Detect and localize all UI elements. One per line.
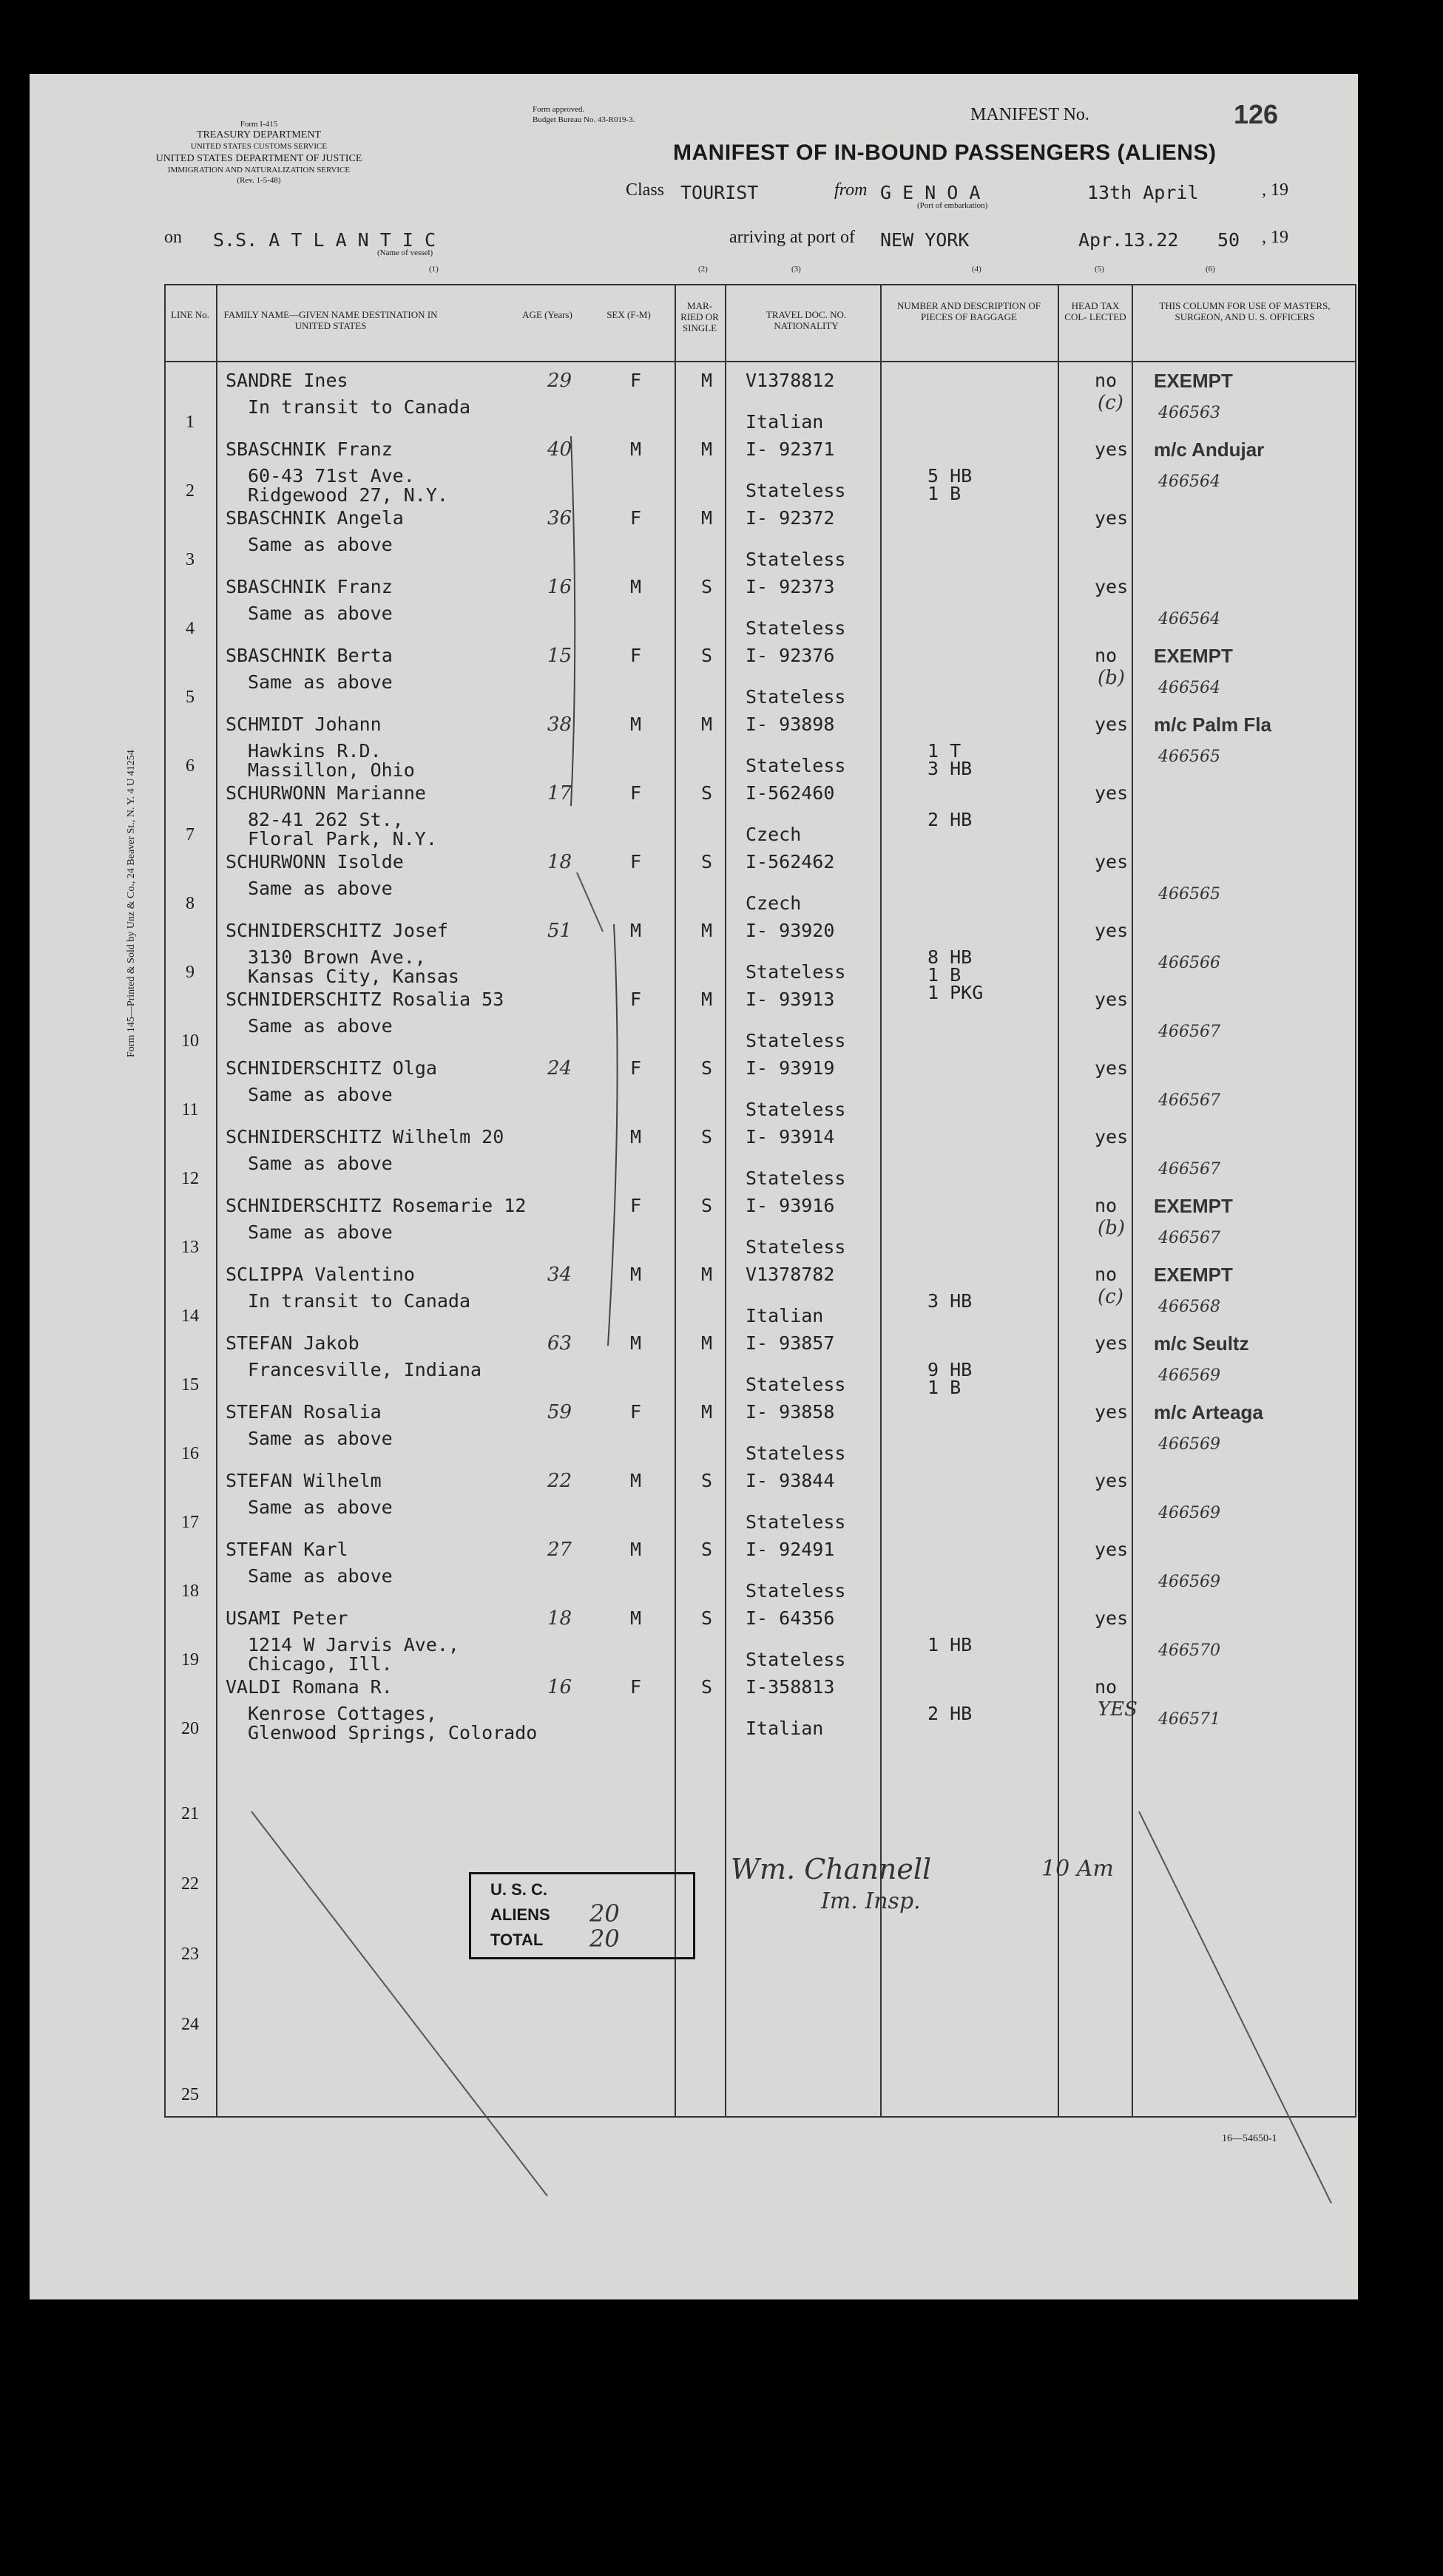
line-number: 10 (181, 1031, 199, 1051)
passenger-name: SCHNIDERSCHITZ Rosalia 53 (226, 989, 504, 1010)
treasury-label: TREASURY DEPARTMENT (196, 129, 322, 140)
passenger-sex: F (630, 1057, 642, 1079)
passenger-age: 16 (547, 1676, 572, 1698)
passenger-tax: yes (1095, 920, 1129, 941)
line-number: 21 (181, 1804, 199, 1823)
passenger-doc: I-562462 (746, 851, 835, 872)
passenger-tax: yes (1095, 782, 1129, 804)
passenger-destination: Same as above (248, 1497, 393, 1518)
passenger-nationality: Stateless (746, 1167, 846, 1189)
officer-number: 466569 (1158, 1504, 1220, 1522)
officer-number: 466569 (1158, 1366, 1220, 1385)
line-number: 1 (186, 413, 195, 432)
line-number: 2 (186, 481, 195, 501)
officer-number: 466569 (1158, 1435, 1220, 1454)
line-number: 16 (181, 1444, 199, 1463)
passenger-nationality: Stateless (746, 1443, 846, 1464)
passenger-tax: no (1095, 1676, 1118, 1698)
passenger-doc: I- 93920 (746, 920, 835, 941)
passenger-nationality: Czech (746, 892, 802, 914)
passenger-age: 16 (547, 576, 572, 598)
passenger-baggage: 2 HB (927, 809, 973, 830)
passenger-age: 34 (547, 1264, 572, 1286)
vessel-caption: (Name of vessel) (377, 248, 433, 257)
head-tax-note: (b) (1098, 1217, 1125, 1239)
passenger-destination: Same as above (248, 534, 393, 555)
head-tax-note: (c) (1098, 1286, 1123, 1308)
passenger-tax: yes (1095, 1332, 1129, 1354)
col-number-3: (3) (791, 265, 801, 274)
officer-number: 466564 (1158, 472, 1220, 491)
line-number: 12 (181, 1169, 199, 1188)
manifest-number: 126 (1234, 99, 1279, 129)
passenger-ms: S (701, 1470, 713, 1491)
passenger-name: SCHNIDERSCHITZ Wilhelm 20 (226, 1126, 504, 1148)
passenger-ms: S (701, 1057, 713, 1079)
passenger-tax: yes (1095, 714, 1129, 735)
passenger-destination: Kenrose Cottages, (248, 1703, 437, 1724)
passenger-nationality: Italian (746, 1718, 824, 1739)
passenger-destination: In transit to Canada (248, 1290, 471, 1312)
passenger-doc: I- 92372 (746, 507, 835, 529)
passenger-off: m/c Andujar (1154, 438, 1265, 461)
passenger-nationality: Stateless (746, 1511, 846, 1533)
passenger-destination: Same as above (248, 1153, 393, 1174)
inspection-time: 10 Am (1041, 1856, 1114, 1882)
passenger-tax: yes (1095, 851, 1129, 872)
footer-code: 16—54650-1 (1222, 2133, 1277, 2144)
passenger-sex: M (630, 1539, 642, 1560)
passenger-doc: I- 93919 (746, 1057, 835, 1079)
passenger-name: SCHNIDERSCHITZ Olga (226, 1057, 437, 1079)
officer-number: 466565 (1158, 748, 1220, 766)
passenger-nationality: Stateless (746, 480, 846, 501)
passenger-name: STEFAN Wilhelm (226, 1470, 382, 1491)
passenger-name: SBASCHNIK Berta (226, 645, 393, 666)
passenger-sex: F (630, 645, 642, 666)
passenger-tax: yes (1095, 989, 1129, 1010)
officer-number: 466567 (1158, 1160, 1220, 1179)
passenger-name: VALDI Romana R. (226, 1676, 393, 1698)
passenger-tax: yes (1095, 1607, 1129, 1629)
passenger-doc: I- 92491 (746, 1539, 835, 1560)
passenger-off: EXEMPT (1154, 645, 1233, 667)
passenger-name: SCHURWONN Isolde (226, 851, 404, 872)
passenger-doc: I- 92373 (746, 576, 835, 597)
passenger-name: SCHURWONN Marianne (226, 782, 426, 804)
passenger-doc: I- 93916 (746, 1195, 835, 1216)
line-number: 9 (186, 963, 195, 982)
passenger-sex: M (630, 1470, 642, 1491)
line-number: 24 (181, 2015, 199, 2034)
passenger-tax: no (1095, 370, 1118, 391)
passenger-baggage: 1 T (927, 740, 962, 762)
passenger-age: 18 (547, 851, 572, 873)
passenger-off: m/c Arteaga (1154, 1401, 1263, 1423)
passenger-destination: Same as above (248, 1084, 393, 1105)
passenger-baggage: 3 HB (927, 1290, 973, 1312)
passenger-tax: yes (1095, 1057, 1129, 1079)
passenger-destination: Same as above (248, 671, 393, 693)
officer-number: 466565 (1158, 885, 1220, 904)
head-tax-note: (b) (1098, 667, 1125, 689)
passenger-ms: S (701, 782, 713, 804)
passenger-sex: F (630, 782, 642, 804)
passenger-name: STEFAN Jakob (226, 1332, 359, 1354)
inspector-title: Im. Insp. (821, 1888, 921, 1914)
passenger-off: m/c Palm Fla (1154, 714, 1271, 736)
line-number: 19 (181, 1650, 199, 1670)
passenger-sex: M (630, 438, 642, 460)
line-number: 14 (181, 1306, 199, 1326)
passenger-destination: In transit to Canada (248, 396, 471, 418)
passenger-doc: I- 93913 (746, 989, 835, 1010)
passenger-name: USAMI Peter (226, 1607, 348, 1629)
officer-number: 466564 (1158, 679, 1220, 697)
passenger-tax: yes (1095, 1401, 1129, 1423)
passenger-baggage: 2 HB (927, 1703, 973, 1724)
passenger-sex: M (630, 576, 642, 597)
line-number: 11 (181, 1100, 199, 1119)
passenger-name: SCHMIDT Johann (226, 714, 382, 735)
total-label: TOTAL (490, 1931, 544, 1949)
passenger-nationality: Stateless (746, 1236, 846, 1258)
officer-number: 466569 (1158, 1573, 1220, 1591)
passenger-age: 17 (547, 782, 572, 804)
passenger-nationality: Czech (746, 824, 802, 845)
passenger-ms: M (701, 989, 713, 1010)
passenger-doc: I- 93914 (746, 1126, 835, 1148)
passenger-ms: S (701, 851, 713, 872)
col-header-sex: SEX (F-M) (606, 309, 651, 320)
passenger-destination: Hawkins R.D. (248, 740, 382, 762)
line-number: 13 (181, 1238, 199, 1257)
officer-number: 466567 (1158, 1229, 1220, 1247)
passenger-doc: I- 93858 (746, 1401, 835, 1423)
arrival-port: NEW YORK (880, 229, 970, 251)
justice-label: UNITED STATES DEPARTMENT OF JUSTICE (155, 153, 362, 164)
line-number: 23 (181, 1945, 199, 1964)
passenger-name: SBASCHNIK Franz (226, 576, 393, 597)
officer-number: 466563 (1158, 404, 1220, 422)
passenger-destination: 60-43 71st Ave. (248, 465, 415, 487)
manifest-page (30, 74, 1358, 2299)
inspector-signature: Wm. Channell (731, 1853, 932, 1885)
passenger-tax: yes (1095, 576, 1129, 597)
line-number: 22 (181, 1874, 199, 1894)
customs-label: UNITED STATES CUSTOMS SERVICE (190, 142, 328, 151)
passenger-off: EXEMPT (1154, 1195, 1233, 1217)
passenger-sex: M (630, 714, 642, 735)
col-header-travel: TRAVEL DOC. NO. NATIONALITY (766, 309, 847, 331)
passenger-ms: M (701, 507, 713, 529)
passenger-age: 51 (547, 920, 572, 942)
passenger-ms: S (701, 1126, 713, 1148)
passenger-nationality: Stateless (746, 1649, 846, 1670)
passenger-sex: M (630, 1332, 642, 1354)
passenger-ms: M (701, 438, 713, 460)
passenger-baggage-2: 1 B (927, 1377, 962, 1398)
passenger-nationality: Stateless (746, 549, 846, 570)
passenger-sex: M (630, 1264, 642, 1285)
passenger-baggage-3: 1 PKG (927, 982, 984, 1003)
officer-number: 466566 (1158, 954, 1220, 972)
year-label-2: , 19 (1262, 228, 1288, 247)
passenger-destination: Same as above (248, 1428, 393, 1449)
passenger-nationality: Italian (746, 1305, 824, 1326)
line-number: 25 (181, 2085, 199, 2104)
col-header-baggage: NUMBER AND DESCRIPTION OF PIECES OF BAGGAGE (897, 300, 1041, 322)
passenger-sex: F (630, 851, 642, 872)
passenger-ms: S (701, 1676, 713, 1698)
passenger-sex: F (630, 1676, 642, 1698)
passenger-tax: yes (1095, 1539, 1129, 1560)
passenger-destination-2: Ridgewood 27, N.Y. (248, 484, 448, 506)
passenger-ms: S (701, 645, 713, 666)
passenger-baggage-2: 1 B (927, 964, 962, 986)
passenger-tax: no (1095, 645, 1118, 666)
passenger-ms: M (701, 370, 713, 391)
line-number: 4 (186, 619, 195, 638)
passenger-ms: M (701, 1332, 713, 1354)
passenger-name: SCHNIDERSCHITZ Josef (226, 920, 449, 941)
passenger-ms: S (701, 1195, 713, 1216)
passenger-nationality: Stateless (746, 1030, 846, 1051)
passenger-destination-2: Floral Park, N.Y. (248, 828, 437, 850)
passenger-destination-2: Chicago, Ill. (248, 1653, 393, 1675)
passenger-baggage: 8 HB (927, 946, 973, 968)
total-count: 20 (589, 1925, 620, 1953)
handwritten-marks (30, 74, 1358, 2299)
passenger-sex: F (630, 370, 642, 391)
passenger-nationality: Stateless (746, 1099, 846, 1120)
passenger-ms: M (701, 1401, 713, 1423)
line-number: 18 (181, 1582, 199, 1601)
passenger-age: 22 (547, 1470, 572, 1492)
form-number: Form I-415 (240, 120, 278, 129)
passenger-sex: F (630, 1401, 642, 1423)
passenger-ms: M (701, 920, 713, 941)
line-number: 20 (181, 1719, 199, 1738)
col-number-6: (6) (1206, 265, 1215, 274)
passenger-doc: I- 93844 (746, 1470, 835, 1491)
arriving-label: arriving at port of (729, 228, 855, 247)
passenger-tax: yes (1095, 438, 1129, 460)
passenger-ms: S (701, 576, 713, 597)
usc-label: U. S. C. (490, 1880, 548, 1899)
passenger-tax: yes (1095, 1470, 1129, 1491)
passenger-ms: S (701, 1539, 713, 1560)
passenger-nationality: Stateless (746, 1374, 846, 1395)
passenger-destination: Same as above (248, 1221, 393, 1243)
passenger-nationality: Stateless (746, 617, 846, 639)
passenger-name: SCHNIDERSCHITZ Rosemarie 12 (226, 1195, 527, 1216)
line-number: 7 (186, 825, 195, 844)
passenger-baggage: 5 HB (927, 465, 973, 487)
passenger-name: STEFAN Rosalia (226, 1401, 382, 1423)
embark-caption: (Port of embarkation) (917, 201, 988, 210)
printer-imprint: Form 145—Printed & Sold by Unz & Co., 24 Beaver St., N. Y. 4 U 41254 (126, 750, 137, 1057)
passenger-age: 38 (547, 714, 572, 736)
passenger-off: m/c Seultz (1154, 1332, 1249, 1355)
arrival-year: 50 (1217, 229, 1240, 251)
passenger-destination: Same as above (248, 878, 393, 899)
passenger-age: 36 (547, 507, 572, 529)
passenger-age: 40 (547, 438, 572, 461)
aliens-label: ALIENS (490, 1905, 550, 1924)
col-number-4: (4) (972, 265, 981, 274)
passenger-nationality: Stateless (746, 686, 846, 708)
passenger-sex: F (630, 1195, 642, 1216)
class-value: TOURIST (680, 182, 759, 203)
head-tax-note: YES (1098, 1698, 1138, 1721)
passenger-sex: M (630, 1126, 642, 1148)
passenger-destination-2: Kansas City, Kansas (248, 966, 459, 987)
line-number: 17 (181, 1513, 199, 1532)
budget-bureau: Budget Bureau No. 43-R019-3. (533, 115, 635, 124)
passenger-destination: Same as above (248, 603, 393, 624)
passenger-baggage-2: 1 B (927, 483, 962, 504)
line-number: 6 (186, 756, 195, 776)
line-number: 3 (186, 550, 195, 569)
head-tax-note: (c) (1098, 392, 1123, 414)
passenger-doc: I-358813 (746, 1676, 835, 1698)
year-label: , 19 (1262, 180, 1288, 200)
officer-number: 466567 (1158, 1023, 1220, 1041)
passenger-sex: F (630, 507, 642, 529)
passenger-name: STEFAN Karl (226, 1539, 348, 1560)
passenger-sex: M (630, 1607, 642, 1629)
passenger-sex: M (630, 920, 642, 941)
passenger-age: 63 (547, 1332, 572, 1355)
col-header-line: LINE No. (171, 309, 209, 320)
passenger-doc: I- 92376 (746, 645, 835, 666)
passenger-destination: Same as above (248, 1015, 393, 1037)
passenger-tax: no (1095, 1195, 1118, 1216)
passenger-nationality: Stateless (746, 961, 846, 983)
passenger-destination-2: Glenwood Springs, Colorado (248, 1722, 538, 1743)
class-label: Class (626, 180, 665, 200)
passenger-off: EXEMPT (1154, 1264, 1233, 1286)
passenger-name: SBASCHNIK Angela (226, 507, 404, 529)
passenger-ms: M (701, 714, 713, 735)
passenger-doc: V1378812 (746, 370, 835, 391)
passenger-nationality: Stateless (746, 755, 846, 776)
officer-number: 466567 (1158, 1091, 1220, 1110)
passenger-doc: I- 93898 (746, 714, 835, 735)
passenger-destination: Same as above (248, 1565, 393, 1587)
col-header-officers: THIS COLUMN FOR USE OF MASTERS, SURGEON, AND U. S. OFFICERS (1159, 300, 1331, 322)
passenger-destination: 3130 Brown Ave., (248, 946, 426, 968)
vessel-name: S.S. A T L A N T I C (213, 229, 436, 251)
passenger-destination: 1214 W Jarvis Ave., (248, 1634, 459, 1655)
col-number-1: (1) (429, 265, 439, 274)
col-header-age: AGE (Years) (522, 309, 572, 320)
col-header-married: MAR- RIED OR SINGLE (680, 300, 719, 333)
officer-number: 466571 (1158, 1710, 1220, 1729)
passenger-baggage: 9 HB (927, 1359, 973, 1380)
ins-label: IMMIGRATION AND NATURALIZATION SERVICE (167, 166, 351, 174)
passenger-baggage-2: 3 HB (927, 758, 973, 779)
officer-number: 466568 (1158, 1298, 1220, 1316)
passenger-age: 15 (547, 645, 572, 667)
page-title: MANIFEST OF IN-BOUND PASSENGERS (ALIENS) (673, 140, 1217, 165)
passenger-destination: Francesville, Indiana (248, 1359, 482, 1380)
from-value: G E N O A (880, 182, 981, 203)
passenger-doc: I-562460 (746, 782, 835, 804)
embark-date: 13th April (1087, 182, 1199, 203)
line-number: 15 (181, 1375, 199, 1394)
line-number: 5 (186, 688, 195, 707)
officer-number: 466564 (1158, 610, 1220, 628)
form-approved: Form approved. (533, 105, 585, 114)
passenger-age: 59 (547, 1401, 572, 1423)
totals-box (469, 1872, 695, 1959)
passenger-doc: V1378782 (746, 1264, 835, 1285)
passenger-tax: no (1095, 1264, 1118, 1285)
passenger-sex: F (630, 989, 642, 1010)
passenger-doc: I- 64356 (746, 1607, 835, 1629)
col-number-5: (5) (1095, 265, 1104, 274)
passenger-age: 18 (547, 1607, 572, 1630)
manifest-no-label: MANIFEST No. (970, 105, 1089, 124)
passenger-tax: yes (1095, 507, 1129, 529)
passenger-name: SBASCHNIK Franz (226, 438, 393, 460)
from-label: from (834, 180, 868, 200)
passenger-name: SANDRE Ines (226, 370, 348, 391)
passenger-doc: I- 93857 (746, 1332, 835, 1354)
passenger-age: 27 (547, 1539, 572, 1561)
passenger-age: 29 (547, 370, 572, 392)
col-header-headtax: HEAD TAX COL- LECTED (1064, 300, 1126, 322)
passenger-ms: M (701, 1264, 713, 1285)
passenger-destination: 82-41 262 St., (248, 809, 404, 830)
col-number-2: (2) (698, 265, 708, 274)
passenger-doc: I- 92371 (746, 438, 835, 460)
passenger-nationality: Italian (746, 411, 824, 433)
passenger-baggage: 1 HB (927, 1634, 973, 1655)
passenger-destination-2: Massillon, Ohio (248, 759, 415, 781)
passenger-nationality: Stateless (746, 1580, 846, 1601)
passenger-off: EXEMPT (1154, 370, 1233, 392)
aliens-count: 20 (589, 1899, 620, 1928)
passenger-name: SCLIPPA Valentino (226, 1264, 415, 1285)
passenger-age: 24 (547, 1057, 572, 1079)
passenger-tax: yes (1095, 1126, 1129, 1148)
col-header-name: FAMILY NAME—GIVEN NAME DESTINATION IN UNITED STATES (223, 309, 438, 331)
passenger-ms: S (701, 1607, 713, 1629)
arrival-date: Apr.13.22 (1078, 229, 1179, 251)
line-number: 8 (186, 894, 195, 913)
officer-number: 466570 (1158, 1641, 1220, 1660)
revision-label: (Rev. 1-5-48) (237, 176, 281, 185)
on-label: on (164, 228, 182, 247)
